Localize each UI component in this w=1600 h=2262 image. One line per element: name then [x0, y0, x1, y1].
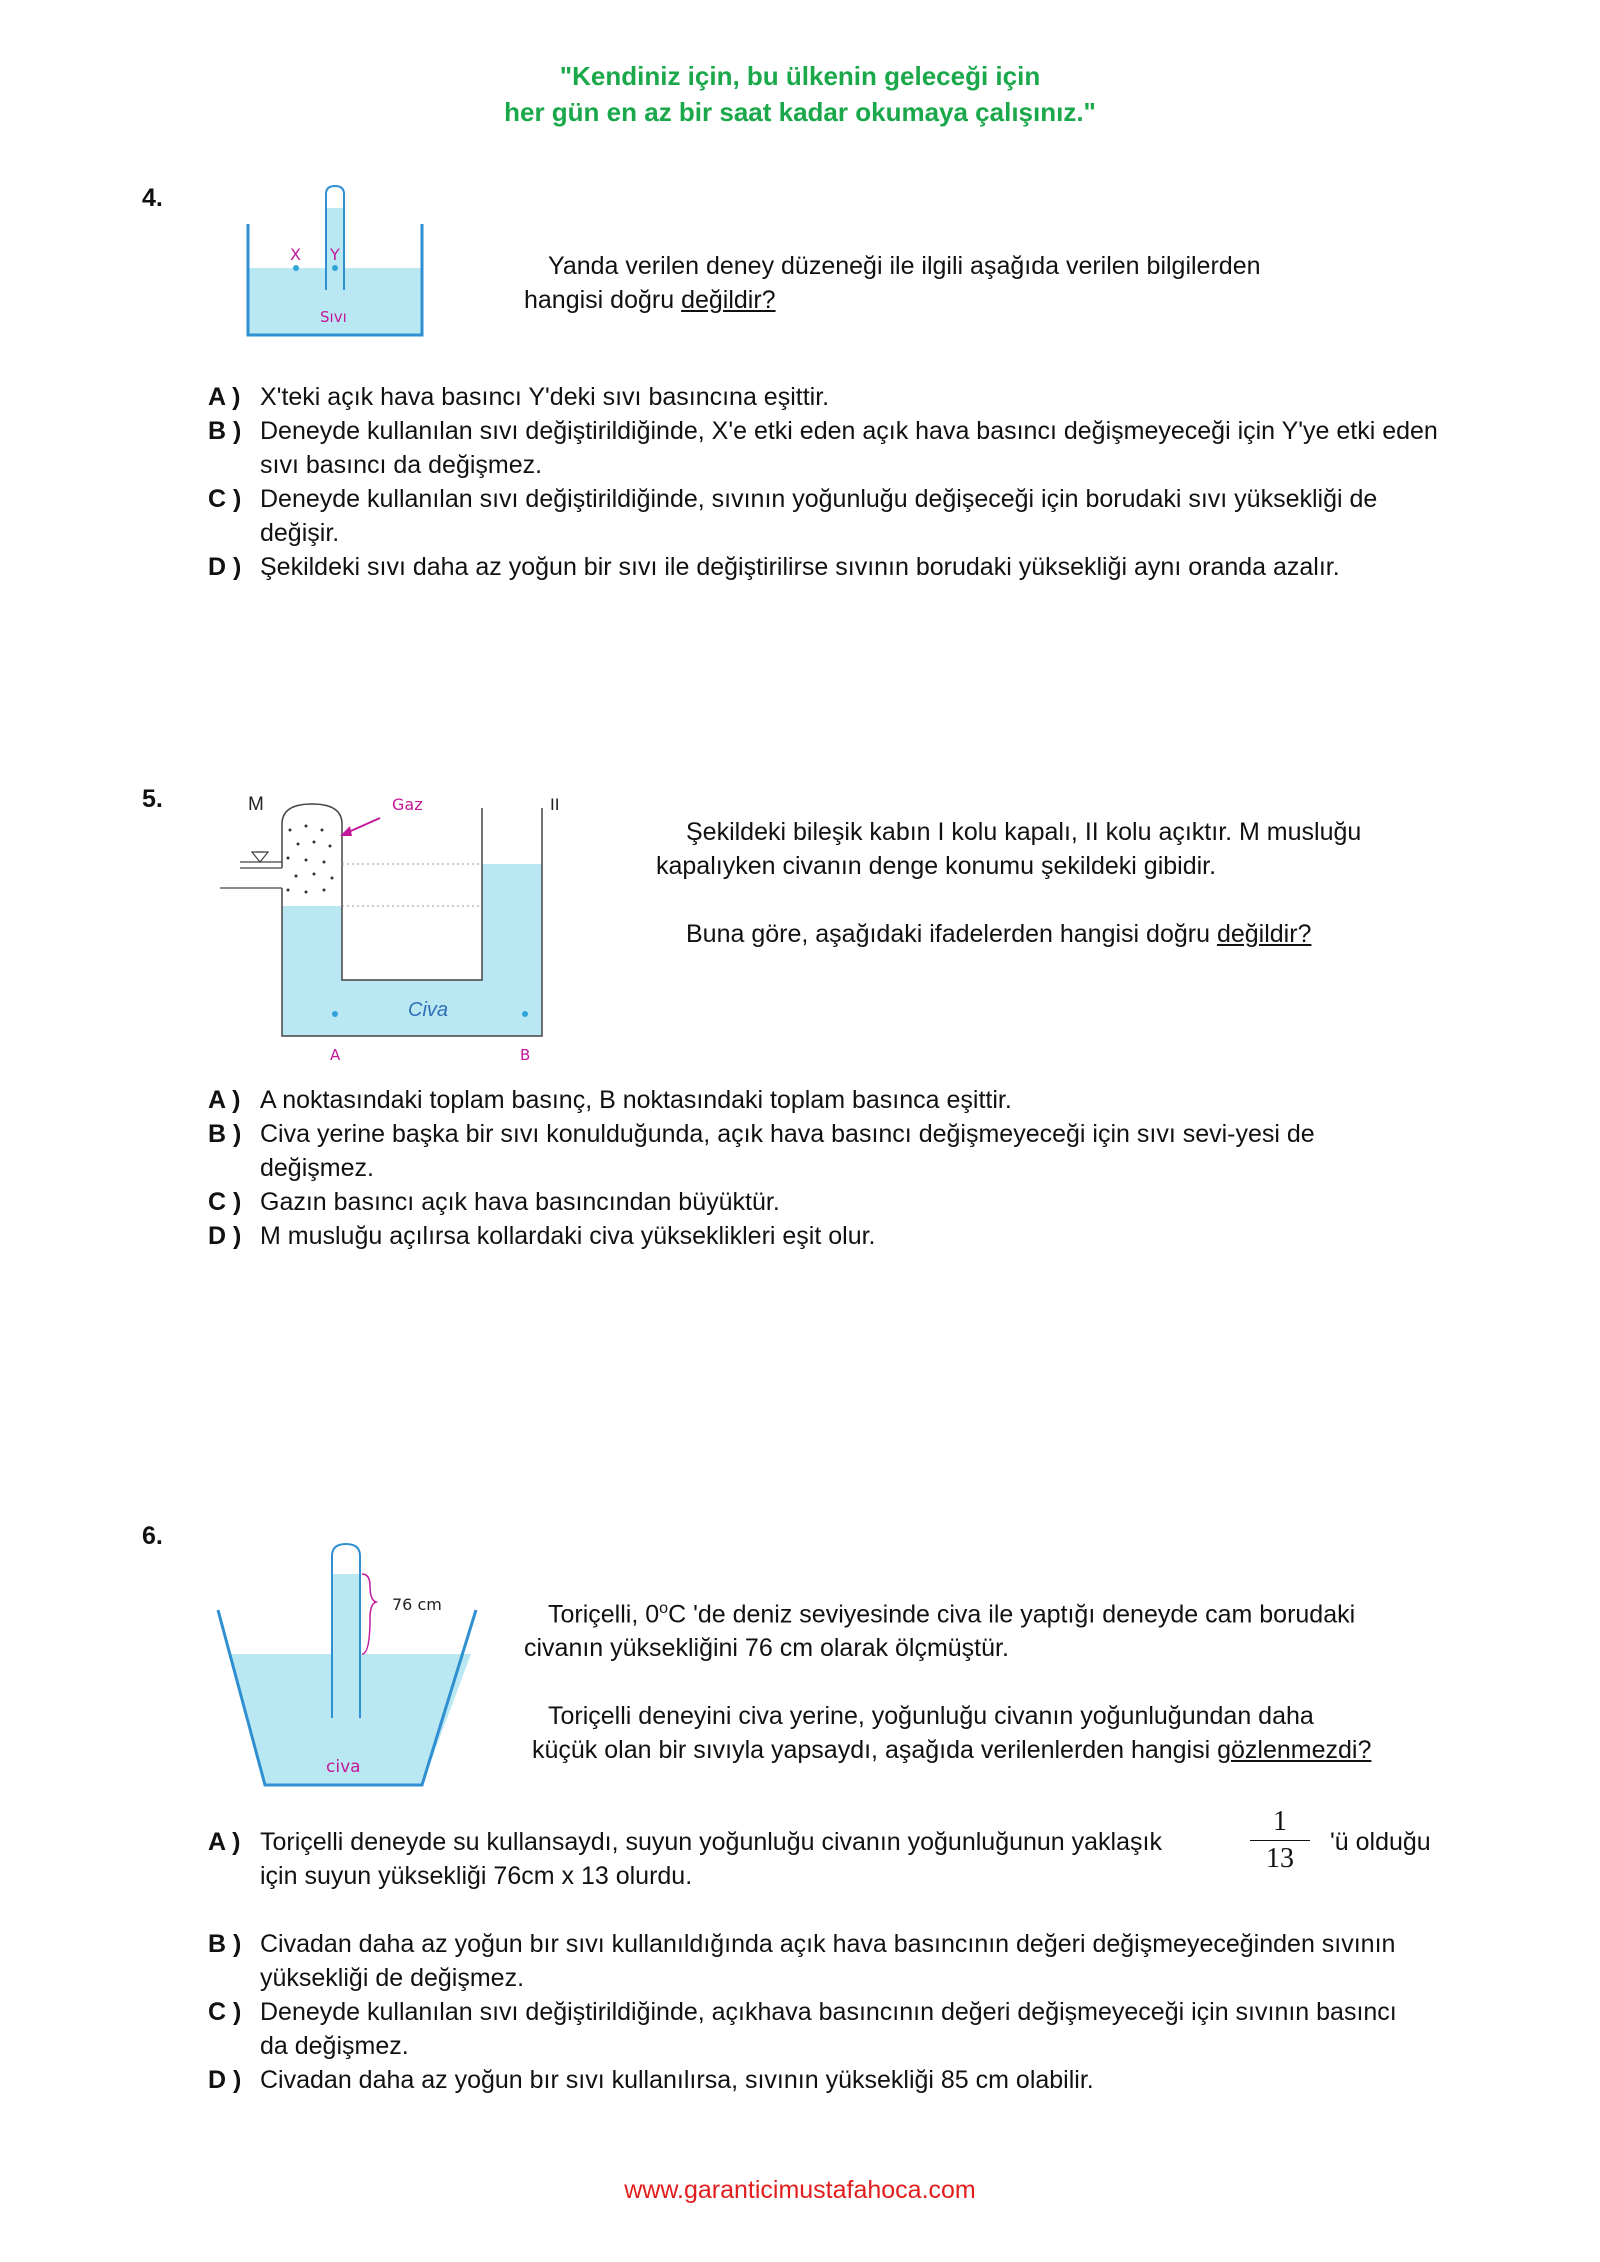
question-4-number: 4.	[142, 184, 163, 212]
option-label: A )	[208, 1086, 241, 1114]
gas-particles	[287, 825, 334, 894]
q4-options	[208, 380, 1438, 584]
option-text: A noktasındaki toplam basınç, B noktasındaki toplam basınca eşittir.	[260, 1086, 1012, 1114]
q5-option-a[interactable]	[208, 1083, 1318, 1117]
option-label: B )	[208, 417, 242, 445]
label-arm-ii: II	[550, 795, 560, 814]
q6-option-b[interactable]	[208, 1927, 1428, 1995]
q6-option-d[interactable]	[208, 2063, 1428, 2097]
q4-stem-text: hangisi doğru	[524, 286, 682, 314]
header-line-2: her gün en az bir saat kadar okumaya çalışınız."	[504, 97, 1096, 127]
label-x: X	[290, 245, 301, 264]
q6-stem-line-4	[524, 1733, 1371, 1767]
label-a: A	[330, 1046, 341, 1064]
q4-option-d[interactable]	[208, 550, 1438, 584]
label-liquid: Sıvı	[320, 308, 347, 326]
label-b: B	[520, 1046, 531, 1064]
header-line-1: "Kendiniz için, bu ülkenin geleceği için	[559, 61, 1041, 91]
q6-stem	[524, 1592, 1371, 1767]
q4-option-b[interactable]	[208, 414, 1438, 482]
option-text: M musluğu açılırsa kollardaki civa yükseklikleri eşit olur.	[260, 1222, 876, 1250]
footer-website-link[interactable]: www.garanticimustafahoca.com	[624, 2176, 976, 2204]
q6-stem-text: küçük olan bir sıvıyla yapsaydı, aşağıda verilenlerden hangisi	[532, 1736, 1218, 1765]
label-gas: Gaz	[392, 795, 423, 814]
question-6-number: 6.	[142, 1522, 163, 1550]
option-label: A )	[208, 1828, 241, 1856]
height-brace-icon	[362, 1574, 376, 1654]
option-text: Deneyde kullanılan sıvı değiştirildiğinde, sıvının yoğunluğu değişeceği için borudaki sıvı yüksekliği de değişir.	[260, 485, 1378, 547]
q6-options	[208, 1927, 1428, 2097]
question-5-number: 5.	[142, 785, 163, 813]
q5-stem-line-2: kapalıyken civanın denge konumu şekildeki gibidir.	[656, 852, 1217, 880]
q5-options	[208, 1083, 1318, 1253]
option-text: Gazın basıncı açık hava basıncından büyüktür.	[260, 1188, 780, 1216]
q6-figure-torricelli	[210, 1538, 490, 1798]
label-m: M	[248, 794, 264, 815]
q5-option-b[interactable]	[208, 1117, 1318, 1185]
q4-stem-line-2	[524, 283, 1261, 317]
label-y: Y	[330, 245, 340, 264]
fraction-denominator: 13	[1250, 1840, 1310, 1875]
q6-stem-emphasis: gözlenmezdi?	[1217, 1736, 1372, 1765]
point-b	[522, 1011, 528, 1017]
q4-option-c[interactable]	[208, 482, 1438, 550]
point-a	[332, 1011, 338, 1017]
option-text: Civa yerine başka bir sıvı konulduğunda, açık hava basıncı değişmeyeceği için sıvı sevi-yesi de değişmez.	[260, 1120, 1315, 1182]
q5-option-c[interactable]	[208, 1185, 1318, 1219]
fraction-one-thirteenth	[1250, 1806, 1310, 1875]
option-text: Deneyde kullanılan sıvı değiştirildiğinde, açıkhava basıncının değeri değişmeyeceği için sıvının basıncı da değişmez.	[260, 1998, 1397, 2060]
degree-superscript: o	[659, 1600, 669, 1617]
option-label: B )	[208, 1930, 242, 1958]
q4-figure-open-vessel	[240, 180, 440, 346]
q5-option-d[interactable]	[208, 1219, 1318, 1253]
q6-stem-text: Toriçelli, 0	[548, 1600, 660, 1629]
q5-stem-line-3	[656, 917, 1361, 951]
q6-stem-line-3: Toriçelli deneyini civa yerine, yoğunluğu civanın yoğunluğundan daha	[548, 1702, 1314, 1731]
option-label: D )	[208, 553, 242, 581]
option-label: D )	[208, 1222, 242, 1250]
valve-icon	[252, 852, 268, 862]
option-text: X'teki açık hava basıncı Y'deki sıvı basıncına eşittir.	[260, 383, 830, 411]
label-height: 76 cm	[392, 1595, 442, 1614]
motivational-header	[0, 58, 1600, 130]
q4-stem	[524, 249, 1261, 317]
q5-stem-line-1: Şekildeki bileşik kabın I kolu kapalı, II kolu açıktır. M musluğu	[686, 818, 1362, 846]
q4-stem-emphasis: değildir?	[681, 286, 776, 314]
option-text: Civadan daha az yoğun bır sıvı kullanıldığında açık hava basıncının değeri değişmeyeceğinden sıvının yüksekliği de değişmez.	[260, 1930, 1396, 1992]
fraction-numerator: 1	[1273, 1806, 1287, 1837]
q6-option-c[interactable]	[208, 1995, 1428, 2063]
option-text: Civadan daha az yoğun bır sıvı kullanılırsa, sıvının yüksekliği 85 cm olabilir.	[260, 2066, 1094, 2094]
q5-stem-text: Buna göre, aşağıdaki ifadelerden hangisi doğru	[686, 920, 1217, 948]
point-x	[293, 265, 299, 271]
option-text: Deneyde kullanılan sıvı değiştirildiğinde, X'e etki eden açık hava basıncı değişmeyeceği için Y'ye etki eden sıvı basıncı da değişmez.	[260, 417, 1438, 479]
option-a-line-2: için suyun yüksekliği 76cm x 13 olurdu.	[260, 1862, 693, 1890]
option-label: C )	[208, 485, 242, 513]
q5-stem-emphasis: değildir?	[1216, 920, 1312, 948]
option-label: B )	[208, 1120, 242, 1148]
q5-figure-connected-vessel	[220, 790, 590, 1070]
option-text: Şekildeki sıvı daha az yoğun bir sıvı ile değiştirilirse sıvının borudaki yüksekliği aynı oranda azalır.	[260, 553, 1340, 581]
q6-stem-line-1	[524, 1592, 1371, 1631]
label-liquid: civa	[326, 1757, 361, 1777]
q5-stem	[656, 815, 1361, 951]
option-label: C )	[208, 1998, 242, 2026]
point-y	[332, 265, 338, 271]
option-label: A )	[208, 383, 241, 411]
q6-stem-text: C 'de deniz seviyesinde civa ile yaptığı deneyde cam borudaki	[668, 1600, 1356, 1629]
q4-stem-line-1: Yanda verilen deney düzeneği ile ilgili aşağıda verilen bilgilerden	[548, 252, 1261, 280]
option-a-line-1: Toriçelli deneyde su kullansaydı, suyun yoğunluğu civanın yoğunluğunun yaklaşık	[260, 1828, 1162, 1856]
q4-option-a[interactable]	[208, 380, 1438, 414]
q6-option-a-suffix: 'ü olduğu	[1330, 1828, 1431, 1856]
label-liquid: Civa	[408, 999, 449, 1021]
option-label: D )	[208, 2066, 242, 2094]
option-label: C )	[208, 1188, 242, 1216]
q6-stem-line-2: civanın yüksekliğini 76 cm olarak ölçmüştür.	[524, 1634, 1009, 1663]
